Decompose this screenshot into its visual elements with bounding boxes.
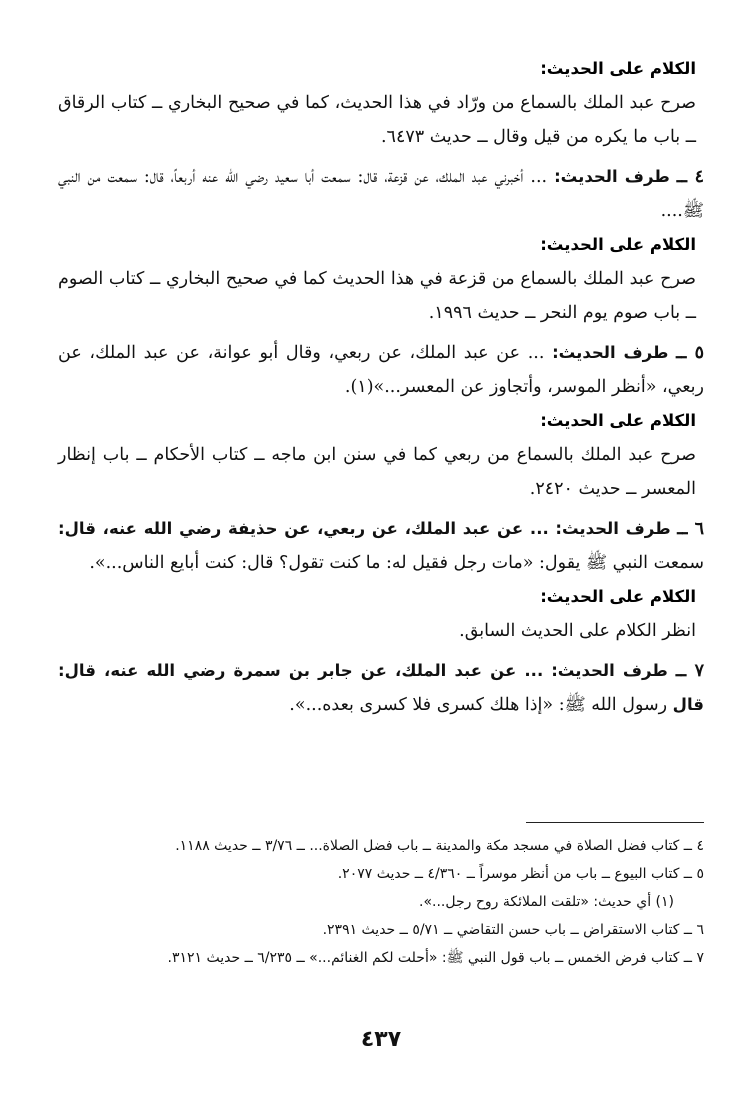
- hadith-item-4: [58, 160, 704, 228]
- item-number: ٤ ــ: [676, 167, 704, 187]
- item-label: طرف الحديث:: [555, 519, 671, 538]
- section-body: صرح عبد الملك بالسماع من ورّاد في هذا الحديث، كما في صحيح البخاري ــ كتاب الرقاق ــ باب ما يكره من قيل وقال ــ حديث ٦٤٧٣.: [58, 93, 696, 147]
- item-text: ... أخبرني عبد الملك، عن قزعة، قال: سمعت أبا سعيد رضي الله عنه أربعاً، قال: سمعت من النبي ﷺ....: [58, 167, 704, 221]
- item-number: ٥ ــ: [676, 343, 704, 363]
- footnote-5-sub: (١) أي حديث: «تلقت الملائكة روح رجل...».: [419, 894, 674, 910]
- item-text: سمعت النبي ﷺ يقول: «مات رجل فقيل له: ما كنت تقول؟ قال: كنت أبايع الناس...».: [89, 553, 704, 573]
- hadith-item-6: [58, 512, 704, 580]
- item-number: ٧ ــ: [675, 661, 704, 681]
- hadith-item-7: [58, 654, 704, 722]
- footnote-7: ٧ ــ كتاب فرض الخمس ــ باب قول النبي ﷺ: «أحلت لكم الغنائم...» ــ ٦/٢٣٥ ــ حديث ٣١٢١.: [167, 950, 704, 966]
- section-heading: الكلام على الحديث:: [540, 411, 696, 430]
- item-text: رسول الله ﷺ: «إذا هلك كسرى فلا كسرى بعده...».: [289, 695, 668, 715]
- item-label: طرف الحديث:: [554, 167, 670, 186]
- item-label: طرف الحديث:: [552, 343, 669, 362]
- item-text: ... عن عبد الملك، عن ربعي، وقال أبو عوانة، عن عبد الملك، عن ربعي، «أنظر الموسر، وأتجاوز عن المعسر...»(١).: [58, 343, 704, 397]
- page-number: ٤٣٧: [360, 1027, 402, 1052]
- main-text: [58, 52, 704, 722]
- book-page: [58, 52, 704, 1092]
- footnote-5: ٥ ــ كتاب البيوع ــ باب من أنظر موسراً ــ ٤/٣٦٠ ــ حديث ٢٠٧٧.: [337, 866, 704, 882]
- footnote-6: ٦ ــ كتاب الاستقراض ــ باب حسن التقاضي ــ ٥/٧١ ــ حديث ٢٣٩١.: [322, 922, 704, 938]
- footnote-4: ٤ ــ كتاب فضل الصلاة في مسجد مكة والمدينة ــ باب فضل الصلاة... ــ ٣/٧٦ ــ حديث ١١٨٨.: [175, 838, 704, 854]
- item-chain: ... عن عبد الملك، عن جابر بن سمرة رضي الله عنه، قال: قال: [58, 661, 704, 714]
- item-label: طرف الحديث:: [551, 661, 668, 680]
- item-chain: ... عن عبد الملك، عن ربعي، عن حذيفة رضي الله عنه، قال:: [58, 519, 549, 538]
- footnote-divider: [526, 822, 704, 823]
- section-heading: الكلام على الحديث:: [540, 587, 696, 606]
- hadith-item-5: [58, 336, 704, 404]
- section-heading: الكلام على الحديث:: [540, 235, 696, 254]
- section-heading: الكلام على الحديث:: [540, 59, 696, 78]
- footnotes: [58, 832, 704, 972]
- section-body: صرح عبد الملك بالسماع من ربعي كما في سنن ابن ماجه ــ كتاب الأحكام ــ باب إنظار المعسر ــ حديث ٢٤٢٠.: [58, 445, 696, 499]
- section-body: انظر الكلام على الحديث السابق.: [459, 621, 696, 641]
- item-number: ٦ ــ: [677, 519, 704, 539]
- section-body: صرح عبد الملك بالسماع من قزعة في هذا الحديث كما في صحيح البخاري ــ كتاب الصوم ــ باب صوم يوم النحر ــ حديث ١٩٩٦.: [58, 269, 696, 323]
